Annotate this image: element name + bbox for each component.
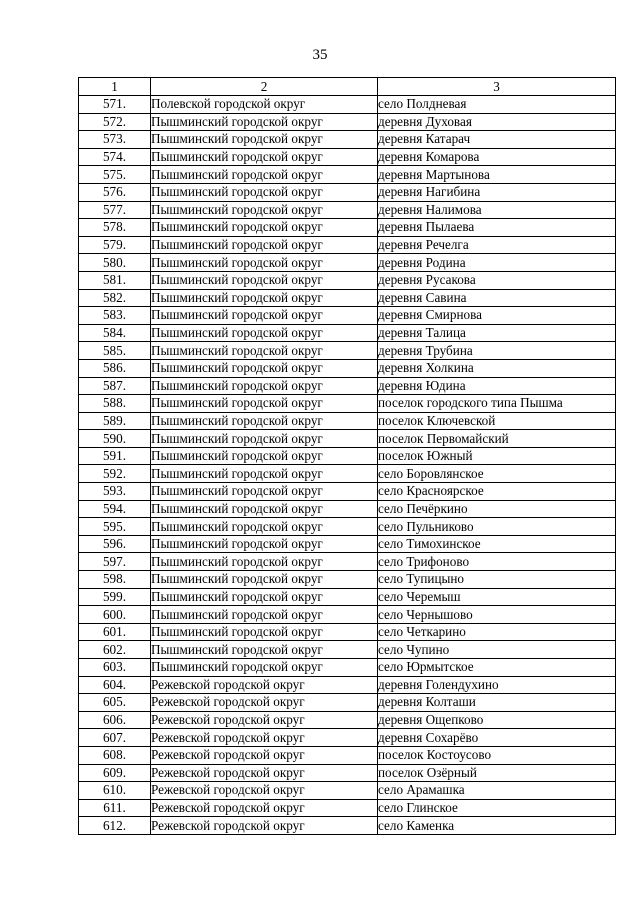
- row-settlement: деревня Трубина: [378, 342, 616, 360]
- row-district: Пышминский городской округ: [151, 395, 378, 413]
- row-district: Режевской городской округ: [151, 799, 378, 817]
- row-district: Пышминский городской округ: [151, 377, 378, 395]
- table-row: [79, 606, 616, 624]
- row-district: Пышминский городской округ: [151, 641, 378, 659]
- table-row: [79, 518, 616, 536]
- row-settlement: деревня Духовая: [378, 113, 616, 131]
- row-number: 574.: [79, 148, 151, 166]
- table-row: [79, 96, 616, 114]
- row-number: 607.: [79, 729, 151, 747]
- row-settlement: село Четкарино: [378, 623, 616, 641]
- table-row: [79, 324, 616, 342]
- row-settlement: село Печёркино: [378, 500, 616, 518]
- row-district: Пышминский городской округ: [151, 659, 378, 677]
- row-settlement: деревня Пылаева: [378, 219, 616, 237]
- row-number: 602.: [79, 641, 151, 659]
- row-number: 593.: [79, 483, 151, 501]
- row-settlement: деревня Талица: [378, 324, 616, 342]
- row-settlement: деревня Мартынова: [378, 166, 616, 184]
- row-number: 582.: [79, 289, 151, 307]
- row-number: 589.: [79, 412, 151, 430]
- row-district: Пышминский городской округ: [151, 430, 378, 448]
- row-settlement: деревня Голендухино: [378, 676, 616, 694]
- row-district: Пышминский городской округ: [151, 131, 378, 149]
- row-number: 585.: [79, 342, 151, 360]
- row-district: Пышминский городской округ: [151, 201, 378, 219]
- table-row: [79, 395, 616, 413]
- row-district: Пышминский городской округ: [151, 236, 378, 254]
- row-district: Пышминский городской округ: [151, 113, 378, 131]
- row-number: 590.: [79, 430, 151, 448]
- row-number: 599.: [79, 588, 151, 606]
- row-number: 575.: [79, 166, 151, 184]
- table-row: [79, 166, 616, 184]
- row-district: Пышминский городской округ: [151, 553, 378, 571]
- row-district: Пышминский городской округ: [151, 166, 378, 184]
- row-district: Пышминский городской округ: [151, 483, 378, 501]
- row-number: 608.: [79, 746, 151, 764]
- row-district: Пышминский городской округ: [151, 307, 378, 325]
- table-row: [79, 571, 616, 589]
- row-district: Режевской городской округ: [151, 694, 378, 712]
- row-district: Режевской городской округ: [151, 711, 378, 729]
- row-settlement: деревня Савина: [378, 289, 616, 307]
- table-row: [79, 183, 616, 201]
- table-row: [79, 289, 616, 307]
- table-row: [79, 447, 616, 465]
- row-district: Пышминский городской округ: [151, 571, 378, 589]
- table-row: [79, 641, 616, 659]
- row-settlement: село Черемыш: [378, 588, 616, 606]
- row-district: Пышминский городской округ: [151, 342, 378, 360]
- table-row: [79, 359, 616, 377]
- table-row: [79, 271, 616, 289]
- row-settlement: деревня Комарова: [378, 148, 616, 166]
- table-row: [79, 500, 616, 518]
- row-number: 594.: [79, 500, 151, 518]
- row-district: Пышминский городской округ: [151, 271, 378, 289]
- table-body: [79, 96, 616, 835]
- row-district: Режевской городской округ: [151, 729, 378, 747]
- row-number: 596.: [79, 535, 151, 553]
- row-district: Пышминский городской округ: [151, 324, 378, 342]
- row-number: 577.: [79, 201, 151, 219]
- row-number: 578.: [79, 219, 151, 237]
- row-settlement: село Боровлянское: [378, 465, 616, 483]
- row-number: 584.: [79, 324, 151, 342]
- row-settlement: село Тупицыно: [378, 571, 616, 589]
- row-number: 576.: [79, 183, 151, 201]
- table-row: [79, 465, 616, 483]
- row-district: Пышминский городской округ: [151, 219, 378, 237]
- row-number: 587.: [79, 377, 151, 395]
- row-settlement: деревня Русакова: [378, 271, 616, 289]
- row-number: 571.: [79, 96, 151, 114]
- row-number: 612.: [79, 817, 151, 835]
- table-row: [79, 676, 616, 694]
- row-settlement: деревня Юдина: [378, 377, 616, 395]
- table-row: [79, 201, 616, 219]
- row-number: 580.: [79, 254, 151, 272]
- table-row: [79, 588, 616, 606]
- row-settlement: деревня Речелга: [378, 236, 616, 254]
- row-settlement: село Тимохинское: [378, 535, 616, 553]
- row-number: 581.: [79, 271, 151, 289]
- row-settlement: деревня Ощепково: [378, 711, 616, 729]
- settlements-table: [78, 77, 616, 835]
- row-number: 600.: [79, 606, 151, 624]
- table-row: [79, 254, 616, 272]
- row-district: Пышминский городской округ: [151, 588, 378, 606]
- row-number: 609.: [79, 764, 151, 782]
- table-row: [79, 236, 616, 254]
- row-settlement: поселок городского типа Пышма: [378, 395, 616, 413]
- row-district: Пышминский городской округ: [151, 535, 378, 553]
- row-settlement: деревня Холкина: [378, 359, 616, 377]
- row-settlement: село Юрмытское: [378, 659, 616, 677]
- table-row: [79, 307, 616, 325]
- row-number: 592.: [79, 465, 151, 483]
- row-settlement: село Красноярское: [378, 483, 616, 501]
- row-settlement: деревня Родина: [378, 254, 616, 272]
- row-settlement: деревня Смирнова: [378, 307, 616, 325]
- row-district: Пышминский городской округ: [151, 518, 378, 536]
- table-row: [79, 377, 616, 395]
- header-col-2: 2: [151, 78, 378, 96]
- table-row: [79, 746, 616, 764]
- row-settlement: деревня Катарач: [378, 131, 616, 149]
- table-row: [79, 483, 616, 501]
- row-number: 601.: [79, 623, 151, 641]
- row-district: Режевской городской округ: [151, 676, 378, 694]
- row-number: 605.: [79, 694, 151, 712]
- table-row: [79, 113, 616, 131]
- row-settlement: село Глинское: [378, 799, 616, 817]
- row-number: 610.: [79, 782, 151, 800]
- row-settlement: поселок Озёрный: [378, 764, 616, 782]
- table-row: [79, 412, 616, 430]
- table-row: [79, 131, 616, 149]
- table-row: [79, 430, 616, 448]
- row-settlement: село Арамашка: [378, 782, 616, 800]
- row-number: 572.: [79, 113, 151, 131]
- table-row: [79, 623, 616, 641]
- row-settlement: село Полдневая: [378, 96, 616, 114]
- row-district: Режевской городской округ: [151, 764, 378, 782]
- table-row: [79, 535, 616, 553]
- row-settlement: поселок Ключевской: [378, 412, 616, 430]
- row-number: 611.: [79, 799, 151, 817]
- header-col-3: 3: [378, 78, 616, 96]
- row-number: 597.: [79, 553, 151, 571]
- row-district: Пышминский городской округ: [151, 148, 378, 166]
- table-row: [79, 782, 616, 800]
- row-number: 583.: [79, 307, 151, 325]
- row-settlement: деревня Налимова: [378, 201, 616, 219]
- row-number: 595.: [79, 518, 151, 536]
- row-settlement: село Чупино: [378, 641, 616, 659]
- row-number: 591.: [79, 447, 151, 465]
- row-district: Пышминский городской округ: [151, 606, 378, 624]
- table-row: [79, 711, 616, 729]
- row-district: Пышминский городской округ: [151, 412, 378, 430]
- row-settlement: поселок Южный: [378, 447, 616, 465]
- row-settlement: село Чернышово: [378, 606, 616, 624]
- table-row: [79, 148, 616, 166]
- row-number: 604.: [79, 676, 151, 694]
- row-district: Пышминский городской округ: [151, 359, 378, 377]
- row-number: 588.: [79, 395, 151, 413]
- row-settlement: село Каменка: [378, 817, 616, 835]
- row-number: 606.: [79, 711, 151, 729]
- row-district: Пышминский городской округ: [151, 289, 378, 307]
- row-district: Пышминский городской округ: [151, 447, 378, 465]
- row-district: Режевской городской округ: [151, 782, 378, 800]
- row-number: 603.: [79, 659, 151, 677]
- row-settlement: деревня Колташи: [378, 694, 616, 712]
- table-header: [79, 78, 616, 96]
- row-settlement: село Пульниково: [378, 518, 616, 536]
- page-number: 35: [312, 47, 328, 63]
- row-district: Пышминский городской округ: [151, 183, 378, 201]
- row-district: Пышминский городской округ: [151, 500, 378, 518]
- row-settlement: поселок Костоусово: [378, 746, 616, 764]
- table-row: [79, 729, 616, 747]
- table-row: [79, 694, 616, 712]
- row-number: 579.: [79, 236, 151, 254]
- table-row: [79, 817, 616, 835]
- table-row: [79, 553, 616, 571]
- row-district: Полевской городской округ: [151, 96, 378, 114]
- row-district: Пышминский городской округ: [151, 623, 378, 641]
- table-row: [79, 342, 616, 360]
- row-settlement: село Трифоново: [378, 553, 616, 571]
- row-number: 586.: [79, 359, 151, 377]
- row-district: Пышминский городской округ: [151, 465, 378, 483]
- table-row: [79, 764, 616, 782]
- row-district: Режевской городской округ: [151, 746, 378, 764]
- row-district: Режевской городской округ: [151, 817, 378, 835]
- table-row: [79, 659, 616, 677]
- row-settlement: деревня Сохарёво: [378, 729, 616, 747]
- table-row: [79, 799, 616, 817]
- row-settlement: деревня Нагибина: [378, 183, 616, 201]
- header-row: [79, 78, 616, 96]
- row-settlement: поселок Первомайский: [378, 430, 616, 448]
- header-col-1: 1: [79, 78, 151, 96]
- table-row: [79, 219, 616, 237]
- row-district: Пышминский городской округ: [151, 254, 378, 272]
- row-number: 598.: [79, 571, 151, 589]
- row-number: 573.: [79, 131, 151, 149]
